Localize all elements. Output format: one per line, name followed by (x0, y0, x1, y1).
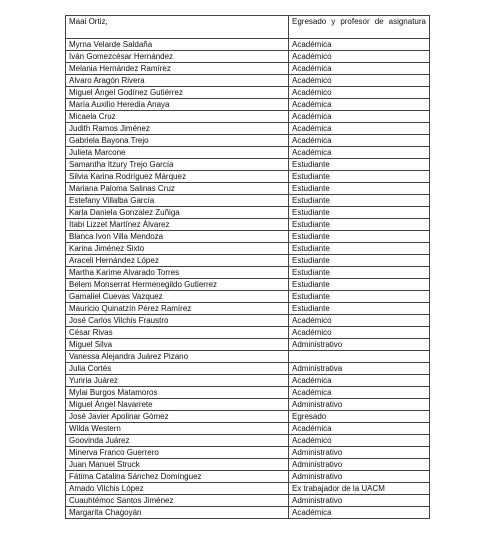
table-row (66, 303, 430, 315)
person-name-cell: Samantha Itzury Trejo García (66, 159, 289, 171)
person-name-cell: Melania Hernández Ramírez (66, 63, 289, 75)
table-row (66, 39, 430, 51)
person-name-cell: Micaela Cruz (66, 111, 289, 123)
table-row (66, 351, 430, 363)
person-name-cell: Gabriela Bayona Trejo (66, 135, 289, 147)
table-row (66, 99, 430, 111)
person-role-cell: Académico (289, 315, 430, 327)
person-role-cell: Académica (289, 135, 430, 147)
table-row (66, 327, 430, 339)
person-role-cell: Académica (289, 423, 430, 435)
table-row (66, 459, 430, 471)
person-name-cell: Karla Daniela Gonzalez Zuñiga (66, 207, 289, 219)
person-role-cell: Académica (289, 123, 430, 135)
table-row (66, 495, 430, 507)
person-role-cell: Académica (289, 99, 430, 111)
person-name-cell: Maai Ortiz, (66, 16, 289, 39)
person-name-cell: María Auxilio Heredia Anaya (66, 99, 289, 111)
table-row (66, 291, 430, 303)
table-row (66, 219, 430, 231)
table-row (66, 63, 430, 75)
person-role-cell: Académico (289, 435, 430, 447)
person-name-cell: Alvaro Aragón Rivera (66, 75, 289, 87)
person-role-cell: Académica (289, 507, 430, 519)
person-role-cell (289, 351, 430, 363)
person-role-cell: Estudiante (289, 303, 430, 315)
table-row (66, 195, 430, 207)
table-row (66, 267, 430, 279)
person-name-cell: Karina Jiménez Sixto (66, 243, 289, 255)
person-role-cell: Estudiante (289, 171, 430, 183)
table-row (66, 159, 430, 171)
person-name-cell: Yuriria Juárez (66, 375, 289, 387)
person-role-cell: Académica (289, 387, 430, 399)
person-role-cell: Administrativa (289, 363, 430, 375)
table-row (66, 339, 430, 351)
person-role-cell: Administrativo (289, 459, 430, 471)
person-role-cell: Estudiante (289, 219, 430, 231)
table-row (66, 363, 430, 375)
table-row (66, 75, 430, 87)
table-row (66, 111, 430, 123)
person-role-cell: Estudiante (289, 207, 430, 219)
person-name-cell: Miguel Ángel Godínez Gutiérrez (66, 87, 289, 99)
table-row (66, 123, 430, 135)
person-role-cell: Académico (289, 87, 430, 99)
person-role-cell: Estudiante (289, 279, 430, 291)
person-role-cell: Académica (289, 375, 430, 387)
person-role-cell: Estudiante (289, 231, 430, 243)
table-row (66, 255, 430, 267)
table-row (66, 483, 430, 495)
person-role-cell: Administrativo (289, 495, 430, 507)
person-name-cell: Miguel Ángel Navarrete (66, 399, 289, 411)
table-row (66, 387, 430, 399)
person-name-cell: José Javier Apolinar Gómez (66, 411, 289, 423)
table-row (66, 183, 430, 195)
person-name-cell: Mariana Paloma Salinas Cruz (66, 183, 289, 195)
person-name-cell: Belem Monserrat Hermenegildo Gutierrez (66, 279, 289, 291)
person-role-cell: Académica (289, 111, 430, 123)
person-name-cell: Silvia Karina Rodríguez Márquez (66, 171, 289, 183)
person-role-cell: Administrativo (289, 399, 430, 411)
person-role-cell: Académica (289, 63, 430, 75)
table-row (66, 411, 430, 423)
person-role-cell: Estudiante (289, 243, 430, 255)
table-row (66, 171, 430, 183)
person-role-cell: Académico (289, 51, 430, 63)
person-role-cell: Ex trabajador de la UACM (289, 483, 430, 495)
table-row (66, 423, 430, 435)
table-row (66, 447, 430, 459)
person-role-cell: Estudiante (289, 255, 430, 267)
table-row (66, 471, 430, 483)
table-row (66, 435, 430, 447)
person-name-cell: Amado Vilchis López (66, 483, 289, 495)
person-name-cell: Julieta Marcone (66, 147, 289, 159)
person-name-cell: Mauricio Quinatzín Pérez Ramírez (66, 303, 289, 315)
person-name-cell: Fátima Catalina Sánchez Domínguez (66, 471, 289, 483)
signatories-table (65, 15, 430, 519)
person-role-cell: Académica (289, 147, 430, 159)
table-row (66, 231, 430, 243)
table-row (66, 51, 430, 63)
table-row (66, 207, 430, 219)
table-row (66, 279, 430, 291)
table-row (66, 315, 430, 327)
person-role-cell: Egresado y profesor de asignatura (289, 16, 430, 39)
person-name-cell: Margarita Chagoyán (66, 507, 289, 519)
table-row (66, 87, 430, 99)
table-row (66, 147, 430, 159)
person-name-cell: Myrna Velarde Saldaña (66, 39, 289, 51)
person-name-cell: Mylai Burgos Matamoros (66, 387, 289, 399)
signatories-table-body (66, 16, 430, 519)
person-name-cell: Julia Cortés (66, 363, 289, 375)
person-role-cell: Administrativo (289, 471, 430, 483)
person-name-cell: Cuauhtémoc Santos Jiménez (66, 495, 289, 507)
table-row (66, 243, 430, 255)
person-name-cell: Wilda Western (66, 423, 289, 435)
table-row (66, 507, 430, 519)
person-name-cell: Miguel Silva (66, 339, 289, 351)
person-name-cell: Vanessa Alejandra Juárez Pizano (66, 351, 289, 363)
person-name-cell: Itabi Lizzet Martínez Álvarez (66, 219, 289, 231)
person-name-cell: Minerva Franco Guerrero (66, 447, 289, 459)
person-role-cell: Administrativo (289, 339, 430, 351)
person-name-cell: Iván Gomezcésar Hernández (66, 51, 289, 63)
person-name-cell: César Rivas (66, 327, 289, 339)
person-role-cell: Egresado (289, 411, 430, 423)
person-role-cell: Estudiante (289, 183, 430, 195)
table-row (66, 399, 430, 411)
person-name-cell: Juan Manuel Struck (66, 459, 289, 471)
person-role-cell: Estudiante (289, 291, 430, 303)
person-name-cell: José Carlos Vilchis Fraustro (66, 315, 289, 327)
person-name-cell: Estefany Villalba García (66, 195, 289, 207)
person-role-cell: Administrativo (289, 447, 430, 459)
table-row (66, 135, 430, 147)
person-name-cell: Blanca Ivon Villa Mendoza (66, 231, 289, 243)
person-name-cell: Judith Ramos Jiménez (66, 123, 289, 135)
person-name-cell: Goovinda Juárez (66, 435, 289, 447)
person-role-cell: Académica (289, 39, 430, 51)
person-role-cell: Estudiante (289, 267, 430, 279)
person-role-cell: Académico (289, 75, 430, 87)
person-name-cell: Araceli Hernández López (66, 255, 289, 267)
person-name-cell: Gamaliel Cuevas Vazquez (66, 291, 289, 303)
table-row (66, 16, 430, 39)
person-role-cell: Estudiante (289, 159, 430, 171)
person-role-cell: Académico (289, 327, 430, 339)
table-row (66, 375, 430, 387)
person-role-cell: Estudiante (289, 195, 430, 207)
person-name-cell: Martha Karime Alvarado Torres (66, 267, 289, 279)
